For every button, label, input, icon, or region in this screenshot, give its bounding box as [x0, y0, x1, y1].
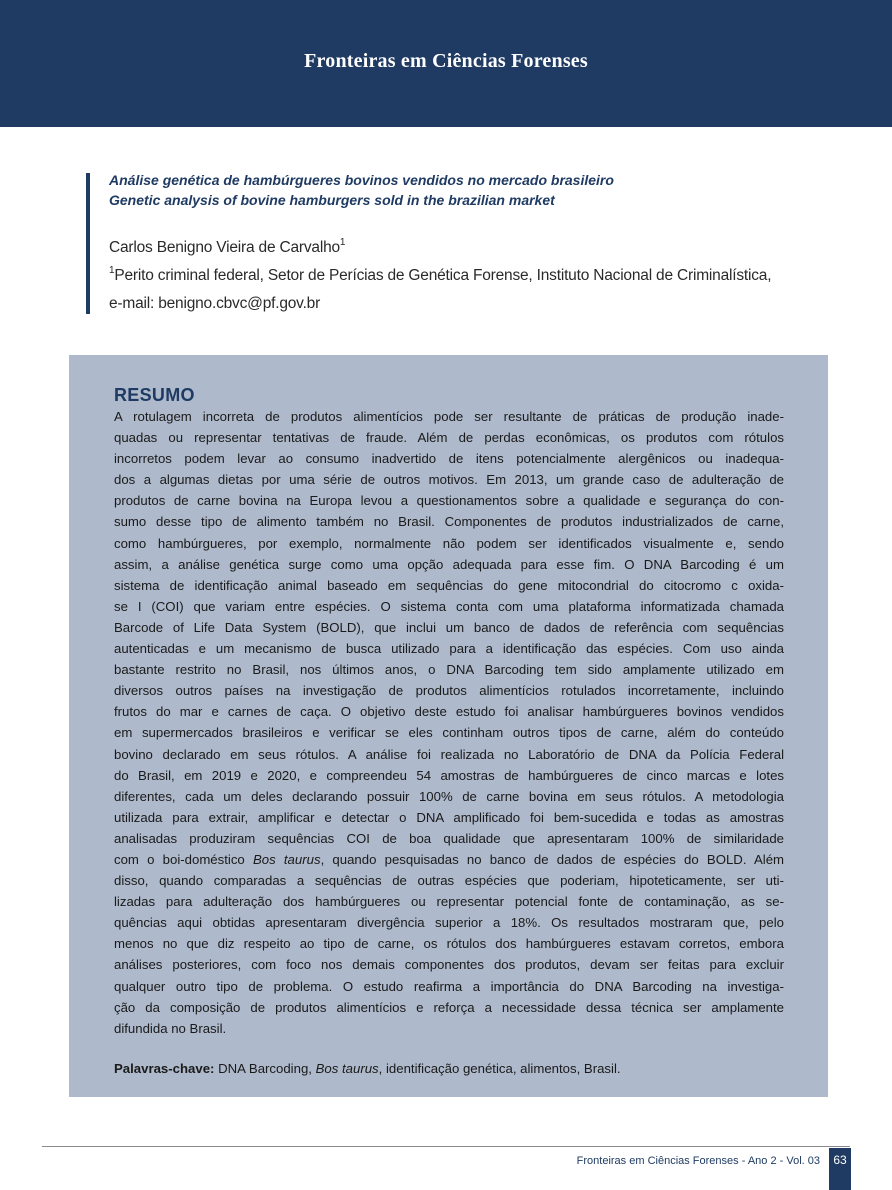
abstract-line: sumo desse tipo de alimento também no Brasil. Componentes de produtos industrializados de carne, — [114, 514, 784, 530]
footer-journal-info: Fronteiras em Ciências Forenses - Ano 2 - Vol. 03 — [576, 1155, 820, 1167]
abstract-line: autenticadas e um mecanismo de busca utilizado para a identificação das espécies. Com uso ainda — [114, 641, 784, 657]
species-name-italic: Bos taurus — [252, 851, 321, 867]
footer-rule — [42, 1146, 850, 1147]
abstract-line: A rotulagem incorreta de produtos alimentícios pode ser resultante de práticas de produção inade- — [114, 409, 784, 424]
abstract-line: incorretos podem levar ao consumo inadvertido de itens potencialmente alergênicos ou inadequa- — [114, 451, 784, 467]
journal-title: Fronteiras em Ciências Forenses — [304, 50, 588, 72]
abstract-line: diversos outros países na investigação de produtos alimentícios rotulados incorretamente, incluindo — [114, 683, 784, 699]
keywords-before: DNA Barcoding, — [214, 1061, 316, 1076]
abstract-line: produtos de carne bovina na Europa levou a questionamentos sobre a qualidade e segurança do con- — [114, 493, 784, 509]
abstract-line: dos a algumas dietas por uma série de outros motivos. Em 2013, um grande caso de adulteração de — [114, 472, 784, 488]
keywords-after: , identificação genética, alimentos, Brasil. — [378, 1061, 621, 1076]
abstract-line: quências aqui obtidas apresentaram divergência superior a 18%. Os resultados mostraram que, pelo — [114, 915, 784, 931]
abstract-line: utilizada para extrair, amplificar e detectar o DNA amplificado foi bem-sucedida e todas as amostras — [114, 809, 784, 825]
article-title-en: Genetic analysis of bovine hamburgers sold in the brazilian market — [109, 192, 555, 208]
abstract-line: em supermercados brasileiros e verificar se eles continham outros tipos de carne, além do conteúdo — [114, 725, 784, 741]
title-accent-bar — [86, 173, 90, 314]
author-line — [109, 234, 829, 262]
abstract-line-species — [114, 849, 784, 870]
abstract-line: analisadas produziram sequências COI de boa qualidade que apresentaram 100% de similaridade — [114, 830, 784, 846]
abstract-line: análises posteriores, com foco nos demais componentes dos produtos, devam ser feitas para excluir — [114, 957, 784, 973]
abstract-line: menos no que diz respeito ao tipo de carne, os rótulos dos hambúrgueres estavam corretos, embora — [114, 936, 784, 952]
abstract-line: como hambúrgueres, por exemplo, normalmente não podem ser identificados visualmente e, sendo — [114, 535, 784, 551]
article-title-pt: Análise genética de hambúrgueres bovinos vendidos no mercado brasileiro — [109, 172, 614, 188]
affiliation-text: Perito criminal federal, Setor de Perícias de Genética Forense, Instituto Nacional de Criminalística, — [114, 267, 772, 284]
abstract-line: bovino declarado em seus rótulos. A análise foi realizada no Laboratório de DNA da Polícia Federal — [114, 746, 784, 762]
author-superscript: 1 — [339, 237, 346, 248]
abstract-line: quadas ou representar tentativas de fraude. Além de perdas econômicas, os produtos com rótulos — [114, 430, 784, 446]
page-number: 63 — [829, 1148, 851, 1190]
abstract-line: Barcode of Life Data System (BOLD), que inclui um banco de dados de referência com sequências — [114, 619, 784, 635]
species-line-before: com o boi-doméstico — [114, 851, 253, 867]
abstract-line: assim, a análise genética surge como uma opção adequada para esse fim. O DNA Barcoding é um — [114, 556, 784, 572]
species-line-after: , quando pesquisadas no banco de dados de espécies do BOLD. Além — [320, 851, 785, 867]
affiliation-line-2: e-mail: benigno.cbvc@pf.gov.br — [109, 295, 321, 312]
author-name: Carlos Benigno Vieira de Carvalho — [109, 239, 340, 256]
abstract-line: diferentes, cada um deles declarando possuir 100% de carne bovina em seus rótulos. A metodologia — [114, 788, 784, 804]
abstract-line: se I (COI) que variam entre espécies. O sistema conta com uma plataforma informatizada chamada — [114, 598, 784, 614]
article-titles — [109, 170, 829, 210]
abstract-line: difundida no Brasil. — [114, 1020, 227, 1036]
keywords-label: Palavras-chave: — [114, 1061, 215, 1076]
abstract-line: ção da composição de produtos alimentícios e reforça a necessidade dessa técnica ser amplamente — [114, 999, 784, 1015]
abstract-heading: RESUMO — [114, 385, 195, 405]
abstract-line: disso, quando comparadas a sequências de outras espécies que poderiam, hipoteticamente, ser uti- — [114, 873, 784, 889]
author-block — [109, 234, 829, 318]
abstract-line: lizadas para adulteração dos hambúrgueres ou representar potencial fonte de contaminação, as se- — [114, 894, 784, 910]
abstract-line: qualquer outro tipo de problema. O estudo reafirma a importância do DNA Barcoding na investiga- — [114, 978, 784, 994]
affiliation-line-1 — [109, 262, 829, 290]
abstract-line: sistema de identificação animal baseado em sequências do gene mitocondrial do citocromo c oxida- — [114, 577, 784, 593]
abstract-line: frutos do mar e carnes de caça. O objetivo deste estudo foi analisar hambúrgueres bovinos vendidos — [114, 704, 784, 720]
abstract-line: bastante restrito no Brasil, nos últimos anos, o DNA Barcoding tem sido amplamente utilizado em — [114, 662, 784, 678]
abstract-body — [114, 406, 784, 1039]
keywords-species-italic: Bos taurus — [315, 1061, 379, 1076]
abstract-line: do Brasil, em 2019 e 2020, e compreendeu 54 amostras de hambúrgueres de cinco marcas e lotes — [114, 767, 784, 783]
affiliation-superscript: 1 — [109, 265, 115, 276]
keywords-line — [114, 1059, 784, 1079]
